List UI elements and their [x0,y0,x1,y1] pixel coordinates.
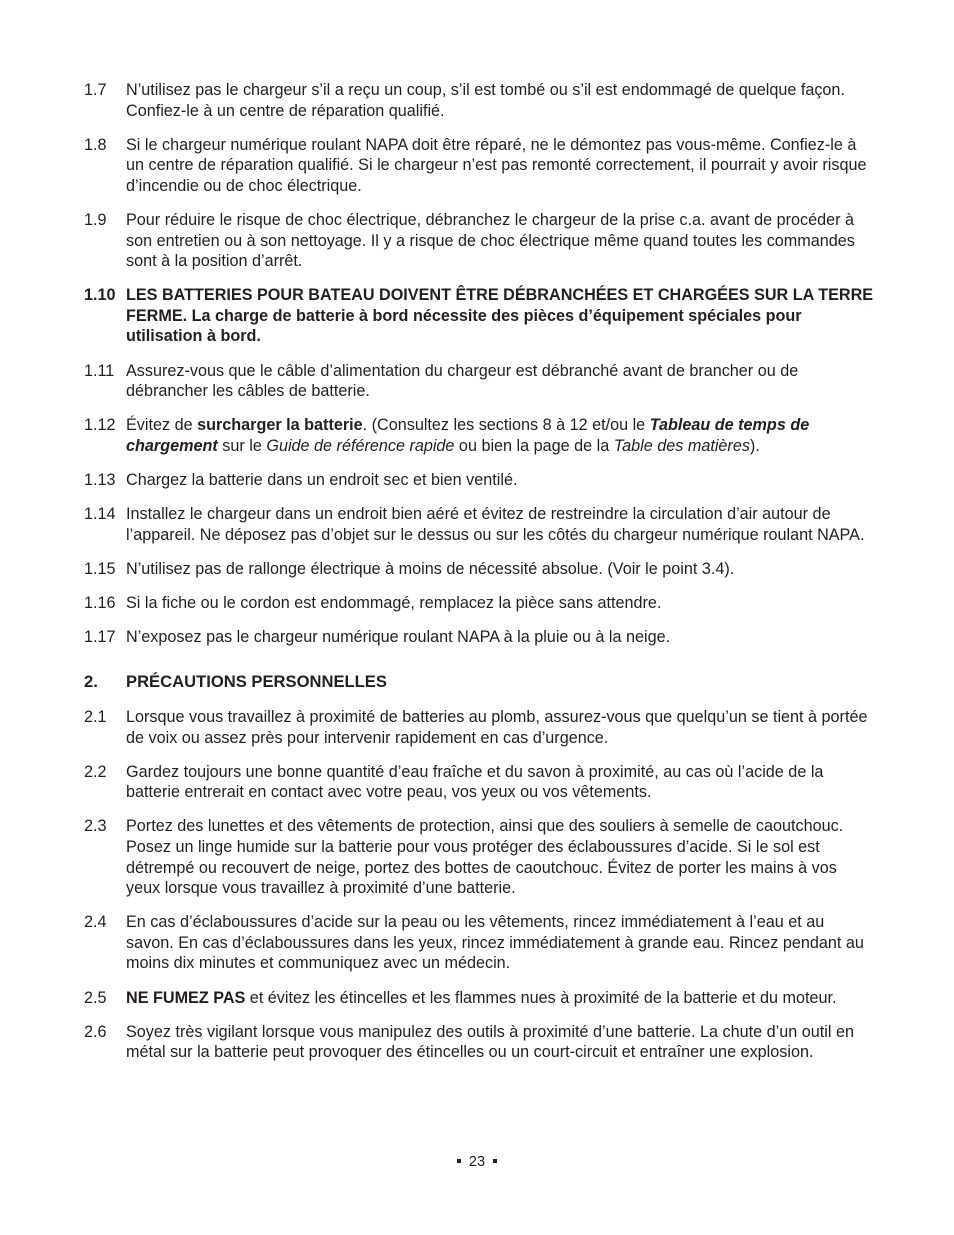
bullet-icon [457,1159,461,1163]
item-number: 1.15 [84,559,116,578]
section-number: 2. [84,672,98,692]
item-number: 2.4 [84,913,107,932]
item-text: En cas d’éclaboussures d’acide sur la peau ou les vêtements, rincez immédiatement à l’eau et au savon. En cas d’éclaboussures dans les yeux, rincez immédiatement à grande eau. Rincez pendant au moins dix minutes et communiquez avec un médecin. [126,913,864,973]
item-number: 1.17 [84,627,116,646]
item-number: 1.9 [84,210,107,229]
item-number: 2.1 [84,707,107,726]
item-number: 2.2 [84,762,107,781]
list-item-1-15 [84,559,874,580]
item-text: Installez le chargeur dans un endroit bien aéré et évitez de restreindre la circulation d’air autour de l’appareil. Ne déposez pas d’objet sur le dessus ou sur les côtés du chargeur numérique roulant NAPA. [126,505,865,544]
item-text: Assurez-vous que le câble d’alimentation du chargeur est débranché avant de brancher ou de débrancher les câbles de batterie. [126,361,799,401]
page-number: 23 [468,1154,486,1170]
section-heading [84,671,874,692]
text-run: sur le [217,436,267,455]
list-item-1-16 [84,593,874,614]
item-number: 2.5 [84,988,107,1007]
reference-charging-time-table: Tableau de temps de chargement [126,416,810,455]
item-text: Si la fiche ou le cordon est endommagé, remplacez la pièce sans attendre. [126,593,662,612]
list-item-1-10 [84,285,874,347]
reference-quick-guide: Guide de référence rapide [266,436,455,455]
reference-table-of-contents: Table des matières [613,436,750,455]
item-number: 1.13 [84,470,116,489]
item-text-warning: LES BATTERIES POUR BATEAU DOIVENT ÊTRE DÉBRANCHÉES ET CHARGÉES SUR LA TERRE FERME. La charge de batterie à bord nécessite des pièces d’équipement spéciales pour utilisation à bord. [126,286,874,346]
list-item-2-1 [84,707,874,748]
text-run: Évitez de [126,416,198,435]
item-text: Gardez toujours une bonne quantité d’eau fraîche et du savon à proximité, au cas où l’acide de la batterie entrerait en contact avec votre peau, vos yeux ou vos vêtements. [126,762,824,802]
item-text: N’exposez pas le chargeur numérique roulant NAPA à la pluie ou à la neige. [126,627,671,646]
item-number: 2.6 [84,1022,107,1041]
list-item-1-17 [84,627,874,648]
section-title: PRÉCAUTIONS PERSONNELLES [126,672,387,692]
text-run: . (Consultez les sections 8 à 12 et/ou le [362,416,650,435]
list-item-1-11 [84,361,874,402]
item-number: 1.14 [84,505,116,523]
item-text: Lorsque vous travaillez à proximité de batteries au plomb, assurez-vous que quelqu’un se tient à portée de voix ou assez près pour intervenir rapidement en cas d’urgence. [126,707,868,747]
item-text: Soyez très vigilant lorsque vous manipulez des outils à proximité d’une batterie. La chute d’un outil en métal sur la batterie peut provoquer des étincelles ou un court-circuit et entraîner une explosion. [126,1022,854,1062]
item-text: Portez des lunettes et des vêtements de protection, ainsi que des souliers à semelle de caoutchouc. Posez un linge humide sur la batterie pour vous protéger des éclaboussures d’acide. Si le sol est détrempé ou recouvert de neige, portez des bottes de caoutchouc. Évitez de porter les mains à vos yeux lorsque vous travaillez à proximité d’une batterie. [126,817,844,898]
text-run: ). [749,436,760,455]
list-item-2-4 [84,912,874,974]
list-item-2-6 [84,1022,874,1063]
item-number: 1.7 [84,81,107,99]
item-text: Si le chargeur numérique roulant NAPA doit être réparé, ne le démontez pas vous-même. Confiez-le à un centre de réparation qualifié. Si le chargeur n’est pas remonté correctement, il pourrait y avoir risque d’incendie ou de choc électrique. [126,135,867,195]
item-text: N’utilisez pas de rallonge électrique à moins de nécessité absolue. (Voir le point 3.4). [126,559,735,578]
emphasis-no-smoking: NE FUMEZ PAS [126,988,246,1007]
list-item-1-13 [84,470,874,491]
page-footer [0,1152,954,1172]
item-number: 1.16 [84,593,116,612]
list-item-1-12 [84,415,874,456]
text-run: et évitez les étincelles et les flammes nues à proximité de la batterie et du moteur. [245,988,837,1007]
list-item-2-2 [84,762,874,803]
item-number: 1.8 [84,135,107,154]
document-body [84,80,874,1076]
list-item-1-14 [84,504,874,545]
list-item-1-7 [84,80,874,121]
item-text: N’utilisez pas le chargeur s’il a reçu un coup, s’il est tombé ou s’il est endommagé de quelque façon. Confiez-le à un centre de réparation qualifié. [126,81,845,120]
item-text: Chargez la batterie dans un endroit sec et bien ventilé. [126,470,518,489]
text-run: ou bien la page de la [454,436,614,455]
list-item-1-9 [84,210,874,272]
emphasis-overcharge: surcharger la batterie [197,416,363,435]
bullet-icon [493,1159,497,1163]
item-number: 1.11 [84,361,115,380]
list-item-2-5 [84,988,874,1009]
item-text [126,988,874,1009]
list-item-2-3 [84,816,874,898]
item-text: Pour réduire le risque de choc électrique, débranchez le chargeur de la prise c.a. avant de procéder à son entretien ou à son nettoyage. Il y a risque de choc électrique même quand toutes les commandes sont à la position d’arrêt. [126,210,855,271]
item-text [126,415,874,456]
item-number: 1.10 [84,286,116,305]
item-number: 1.12 [84,416,116,435]
list-item-1-8 [84,135,874,197]
item-number: 2.3 [84,817,107,836]
